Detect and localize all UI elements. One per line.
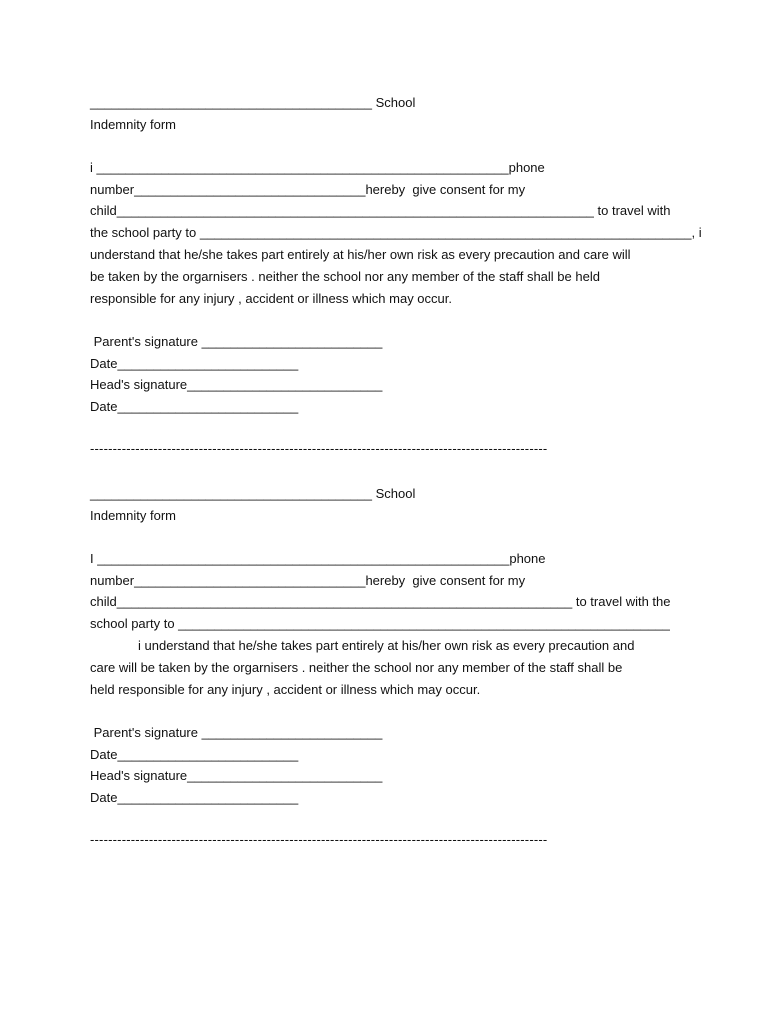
school-name-line: _______________________________________ School [90, 95, 416, 110]
body-line: number________________________________hereby give consent for my [90, 182, 526, 197]
body-line: i _________________________________________________________phone [90, 160, 545, 175]
school-name-line: _______________________________________ School [90, 486, 416, 501]
date-line: Date_________________________ [90, 356, 299, 371]
date-line: Date_________________________ [90, 399, 299, 414]
form-title: Indemnity form [90, 508, 176, 523]
body-line-text: i understand that he/she takes part entirely at his/her own risk as every precaution and [138, 638, 635, 653]
body-line: care will be taken by the orgarnisers . neither the school nor any member of the staff shall be [90, 660, 623, 675]
parent-signature-line: Parent's signature _________________________ [90, 725, 383, 740]
body-line: be taken by the orgarnisers . neither the school nor any member of the staff shall be held [90, 269, 600, 284]
body-line: child__________________________________________________________________ to travel with [90, 203, 671, 218]
body-line: school party to ____________________________________________________________________ [90, 616, 670, 631]
head-signature-line: Head's signature___________________________ [90, 377, 383, 392]
body-line: understand that he/she takes part entirely at his/her own risk as every precaution and care will [90, 247, 631, 262]
form-title: Indemnity form [90, 117, 176, 132]
body-line: number________________________________hereby give consent for my [90, 573, 526, 588]
body-line: responsible for any injury , accident or illness which may occur. [90, 291, 452, 306]
date-line: Date_________________________ [90, 747, 299, 762]
head-signature-line: Head's signature___________________________ [90, 768, 383, 783]
body-line: held responsible for any injury , accident or illness which may occur. [90, 682, 481, 697]
parent-signature-line: Parent's signature _________________________ [90, 334, 383, 349]
body-line [90, 638, 634, 654]
body-line: child_______________________________________________________________ to travel with the [90, 594, 671, 609]
date-line: Date_________________________ [90, 790, 299, 805]
body-line: the school party to ____________________________________________________________________, i [90, 225, 702, 240]
body-line: I _________________________________________________________phone [90, 551, 546, 566]
cut-separator: ----------------------------------------------------------------------------------------------------- [90, 441, 548, 456]
cut-separator: ----------------------------------------------------------------------------------------------------- [90, 832, 548, 847]
